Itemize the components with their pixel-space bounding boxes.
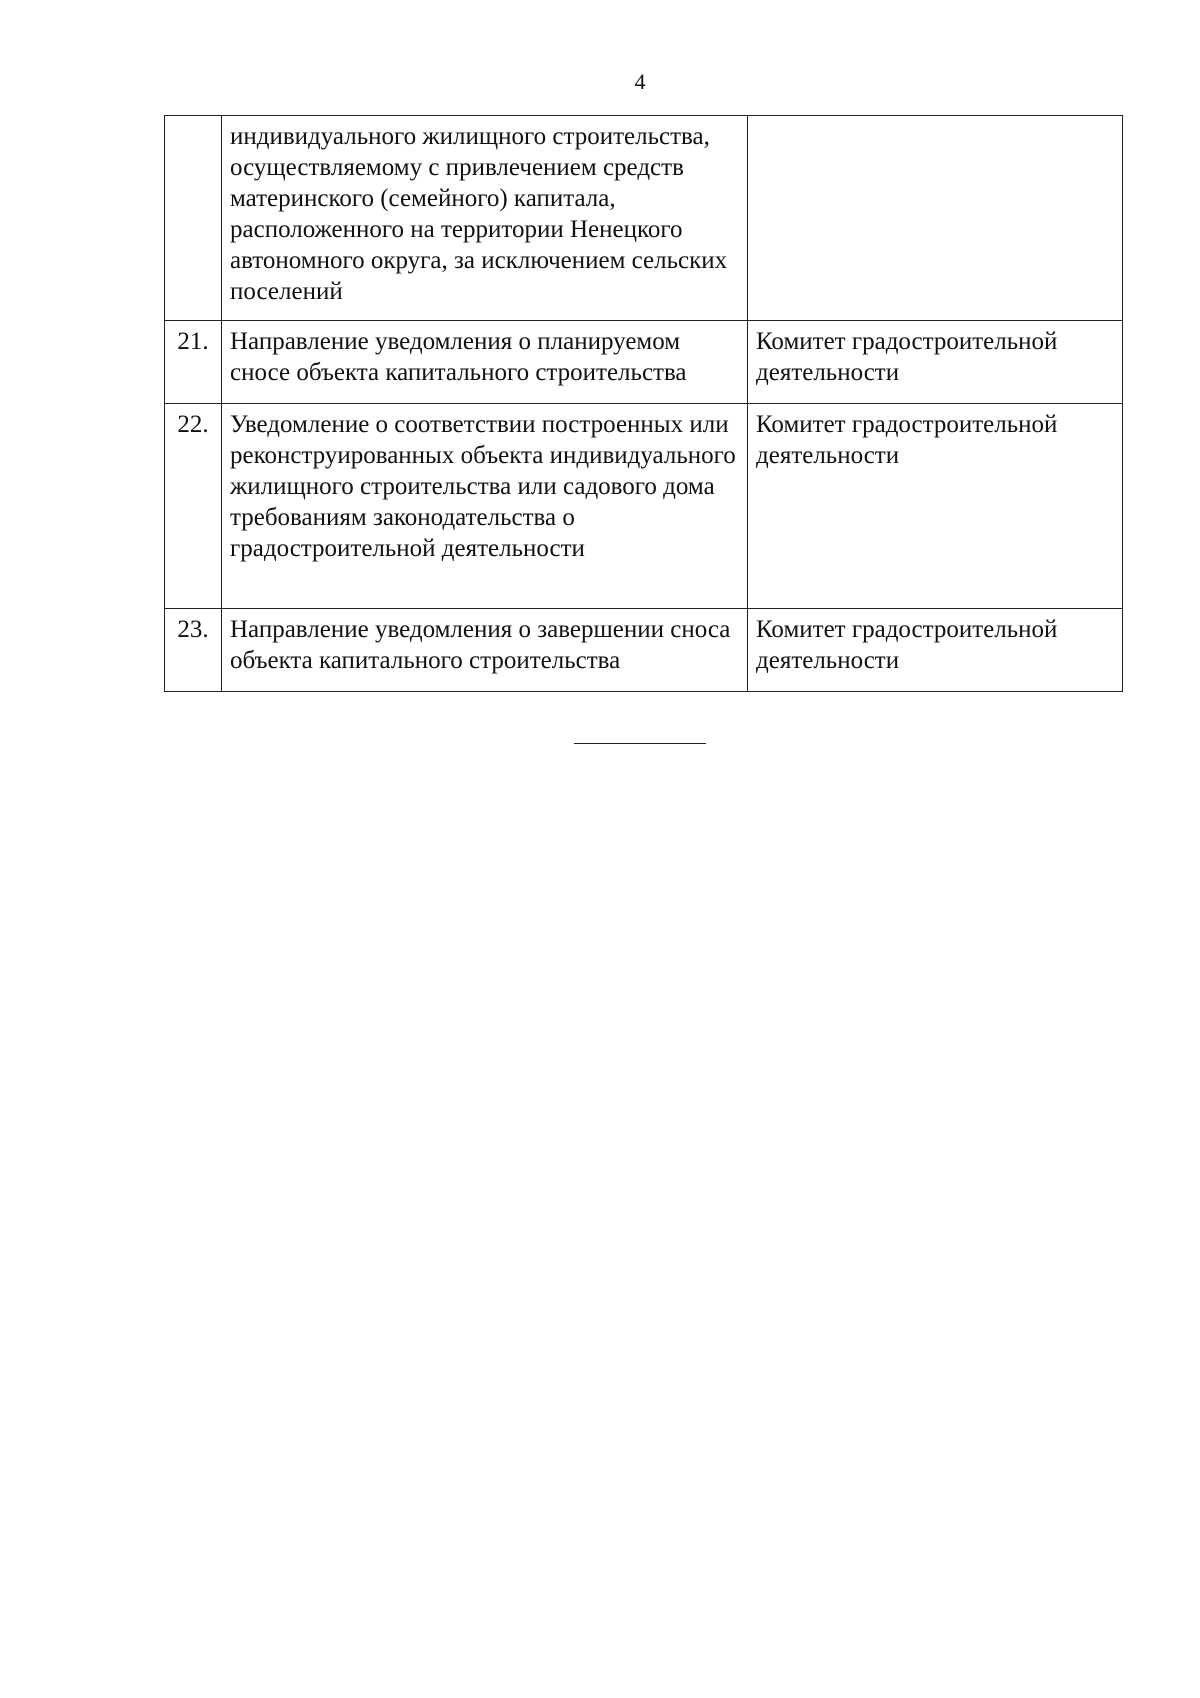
responsible-body: [748, 116, 1123, 321]
row-number: 23.: [165, 609, 222, 692]
responsible-body: Комитет градостроительной деятельности: [748, 321, 1123, 404]
service-name: индивидуального жилищного строительства, осуществляемому с привлечением средств материнского (семейного) капитала, расположенного на территории Ненецкого автономного округа, за исключением сельских поселений: [222, 116, 748, 321]
page-number: 4: [634, 69, 646, 94]
table-row: [165, 609, 1123, 692]
table-row-continuation: [165, 116, 1123, 321]
services-table: [164, 115, 1123, 692]
responsible-body: Комитет градостроительной деятельности: [748, 404, 1123, 609]
table-row: [165, 321, 1123, 404]
service-name: Направление уведомления о завершении сноса объекта капитального строительства: [222, 609, 748, 692]
responsible-body: Комитет градостроительной деятельности: [748, 609, 1123, 692]
service-name: Направление уведомления о планируемом сносе объекта капитального строительства: [222, 321, 748, 404]
table-row: [165, 404, 1123, 609]
row-number: 21.: [165, 321, 222, 404]
row-number: 22.: [165, 404, 222, 609]
end-of-document-rule: [574, 743, 706, 744]
row-number: [165, 116, 222, 321]
service-name: Уведомление о соответствии построенных или реконструированных объекта индивидуального жилищного строительства или садового дома требованиям законодательства о градостроительной деятельности: [222, 404, 748, 609]
